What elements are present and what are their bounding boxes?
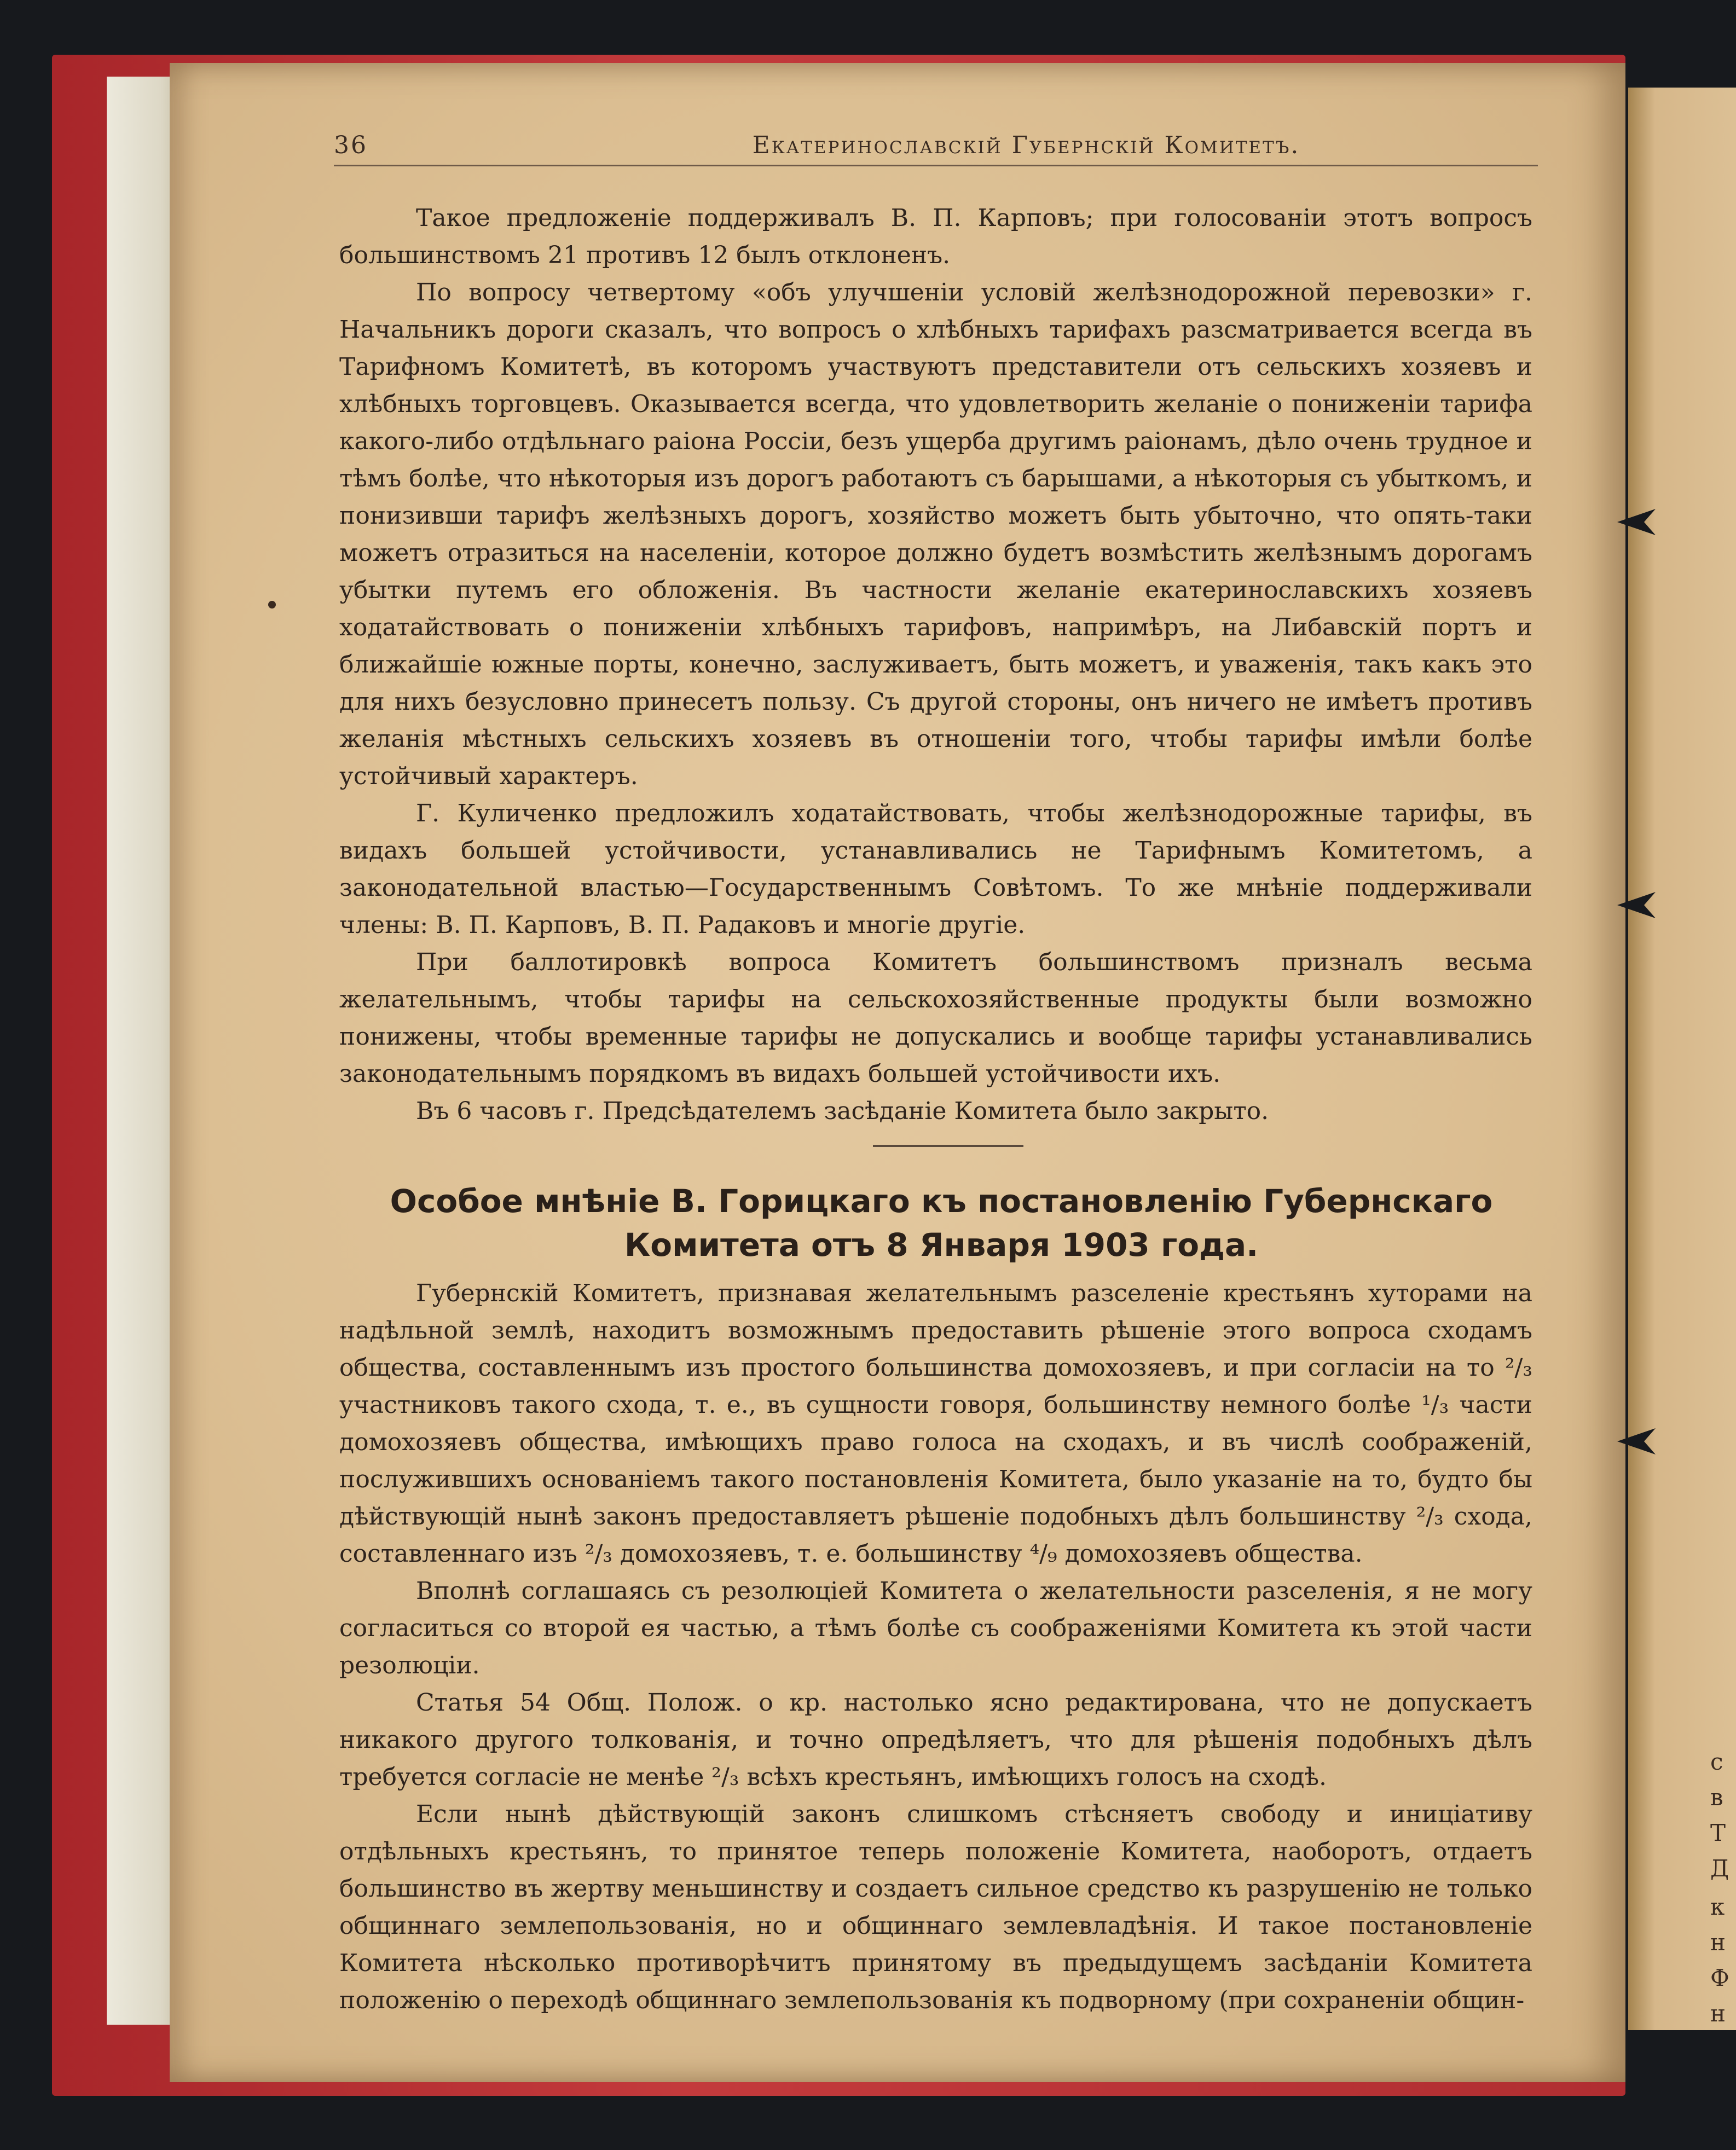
adjacent-page-fragment: Д: [1710, 1855, 1729, 1882]
adjacent-page-edge: [1628, 88, 1736, 2030]
adjacent-page-fragment: Т: [1710, 1819, 1726, 1846]
paragraph: Вполнѣ соглашаясь съ резолюціей Комитета о желательности разселенія, я не могу согласиться со второй ея частью, а тѣмъ болѣе съ соображеніями Комитета къ этой части резолюціи.: [339, 1577, 1532, 1679]
paragraph: Такое предложеніе поддерживалъ В. П. Карповъ; при голосованіи этотъ вопросъ большинствомъ 21 противъ 12 былъ отклоненъ.: [339, 204, 1532, 269]
ink-spot: [268, 601, 276, 609]
running-title: Екатеринославскій Губернскій Комитетъ.: [752, 131, 1300, 159]
paragraph: Въ 6 часовъ г. Предсѣдателемъ засѣданіе Комитета было закрыто.: [416, 1097, 1269, 1125]
paragraph: При баллотировкѣ вопроса Комитетъ большинствомъ призналъ весьма желательнымъ, чтобы тарифы на сельскохозяйственные продукты были возможно понижены, чтобы временные тарифы не допускались и вообще тарифы устанавливались законодательнымъ порядкомъ въ видахъ большей устойчивости ихъ.: [339, 948, 1532, 1088]
adjacent-page-fragment: к: [1710, 1893, 1725, 1920]
adjacent-page-fragment: в: [1710, 1784, 1723, 1811]
page-number: 36: [334, 131, 368, 159]
paragraph: Если нынѣ дѣйствующій законъ слишкомъ стѣсняетъ свободу и иниціативу отдѣльныхъ крестьянъ, то принятое теперь положеніе Комитета, наоборотъ, отдаетъ большинство въ жертву меньшинству и создаетъ сильное средство къ разрушенію не только общиннаго землепользованія, но и общиннаго землевладѣнія. И такое постановленіе Комитета нѣсколько противорѣчитъ принятому въ предыдущемъ засѣданіи Комитета положенію о переходѣ общиннаго землепользованія къ подворному (при сохраненіи общин-: [339, 1800, 1532, 2014]
section-separator: [873, 1145, 1023, 1147]
adjacent-page-fragment: Ф: [1710, 1964, 1729, 1991]
section-two-text: [339, 1275, 1532, 2019]
heading-line: Комитета отъ 8 Января 1903 года.: [624, 1226, 1259, 1264]
paragraph: Г. Куличенко предложилъ ходатайствовать, чтобы желѣзнодорожные тарифы, въ видахъ большей устойчивости, устанавливались не Тарифнымъ Комитетомъ, а законодательной властью—Государственнымъ Совѣтомъ. То же мнѣніе поддерживали члены: В. П. Карповъ, В. П. Радаковъ и многіе другіе.: [339, 799, 1532, 939]
running-header: [334, 131, 1538, 166]
paragraph: По вопросу четвертому «объ улучшеніи условій желѣзнодорожной перевозки» г. Начальникъ дороги сказалъ, что вопросъ о хлѣбныхъ тарифахъ разсматривается всегда въ Тарифномъ Комитетѣ, въ которомъ участвуютъ представители отъ сельскихъ хозяевъ и хлѣбныхъ торговцевъ. Оказывается всегда, что удовлетворить желаніе о пониженіи тарифа какого-либо отдѣльнаго раіона Россіи, безъ ущерба другимъ раіонамъ, дѣло очень трудное и тѣмъ болѣе, что нѣкоторыя изъ дорогъ работаютъ съ барышами, а нѣкоторыя съ убыткомъ, и понизивши тарифъ желѣзныхъ дорогъ, хозяйство можетъ быть убыточно, что опять-таки можетъ отразиться на населеніи, которое должно будетъ возмѣстить желѣзнымъ дорогамъ убытки путемъ его обложенія. Въ частности желаніе екатеринославскихъ хозяевъ ходатайствовать о пониженіи хлѣбныхъ тарифовъ, напримѣръ, на Либавскій портъ и ближайшіе южные порты, конечно, заслуживаетъ, быть можетъ, и уваженія, такъ какъ это для нихъ безусловно принесетъ пользу. Съ другой стороны, онъ ничего не имѣетъ противъ желанія мѣстныхъ сельскихъ хозяевъ въ отношеніи того, чтобы тарифы имѣли болѣе устойчивый характеръ.: [339, 279, 1532, 790]
adjacent-page-fragment: с: [1710, 1748, 1723, 1775]
section-one-text: [339, 200, 1532, 1130]
adjacent-page-fragment: н: [1710, 1929, 1726, 1956]
section-heading: [339, 1179, 1543, 1267]
heading-line: Особое мнѣніе В. Горицкаго къ постановленію Губернскаго: [390, 1183, 1493, 1220]
paragraph: Губернскій Комитетъ, признавая желательнымъ разселеніе крестьянъ хуторами на надѣльной землѣ, находитъ возможнымъ предоставить рѣшеніе этого вопроса сходамъ общества, составленнымъ изъ простого большинства домохозяевъ, и при согласіи на то ²/₃ участниковъ такого схода, т. е., въ сущности говоря, большинству немного болѣе ¹/₃ части домохозяевъ общества, имѣющихъ право голоса на сходахъ, и въ числѣ соображеній, послужившихъ основаніемъ такого постановленія Комитета, было указаніе на то, будто бы дѣйствующій нынѣ законъ предоставляетъ рѣшеніе подобныхъ дѣлъ большинству ²/₃ схода, составленнаго изъ ²/₃ домохозяевъ, т. е. большинству ⁴/₉ домохозяевъ общества.: [339, 1279, 1532, 1568]
adjacent-page-fragment: н: [1710, 2000, 1726, 2027]
paragraph: Статья 54 Общ. Полож. о кр. настолько ясно редактирована, что не допускаетъ никакого другого толкованія, и точно опредѣляетъ, что для рѣшенія подобныхъ дѣлъ требуется согласіе не менѣе ²/₃ всѣхъ крестьянъ, имѣющихъ голосъ на сходѣ.: [339, 1689, 1532, 1791]
